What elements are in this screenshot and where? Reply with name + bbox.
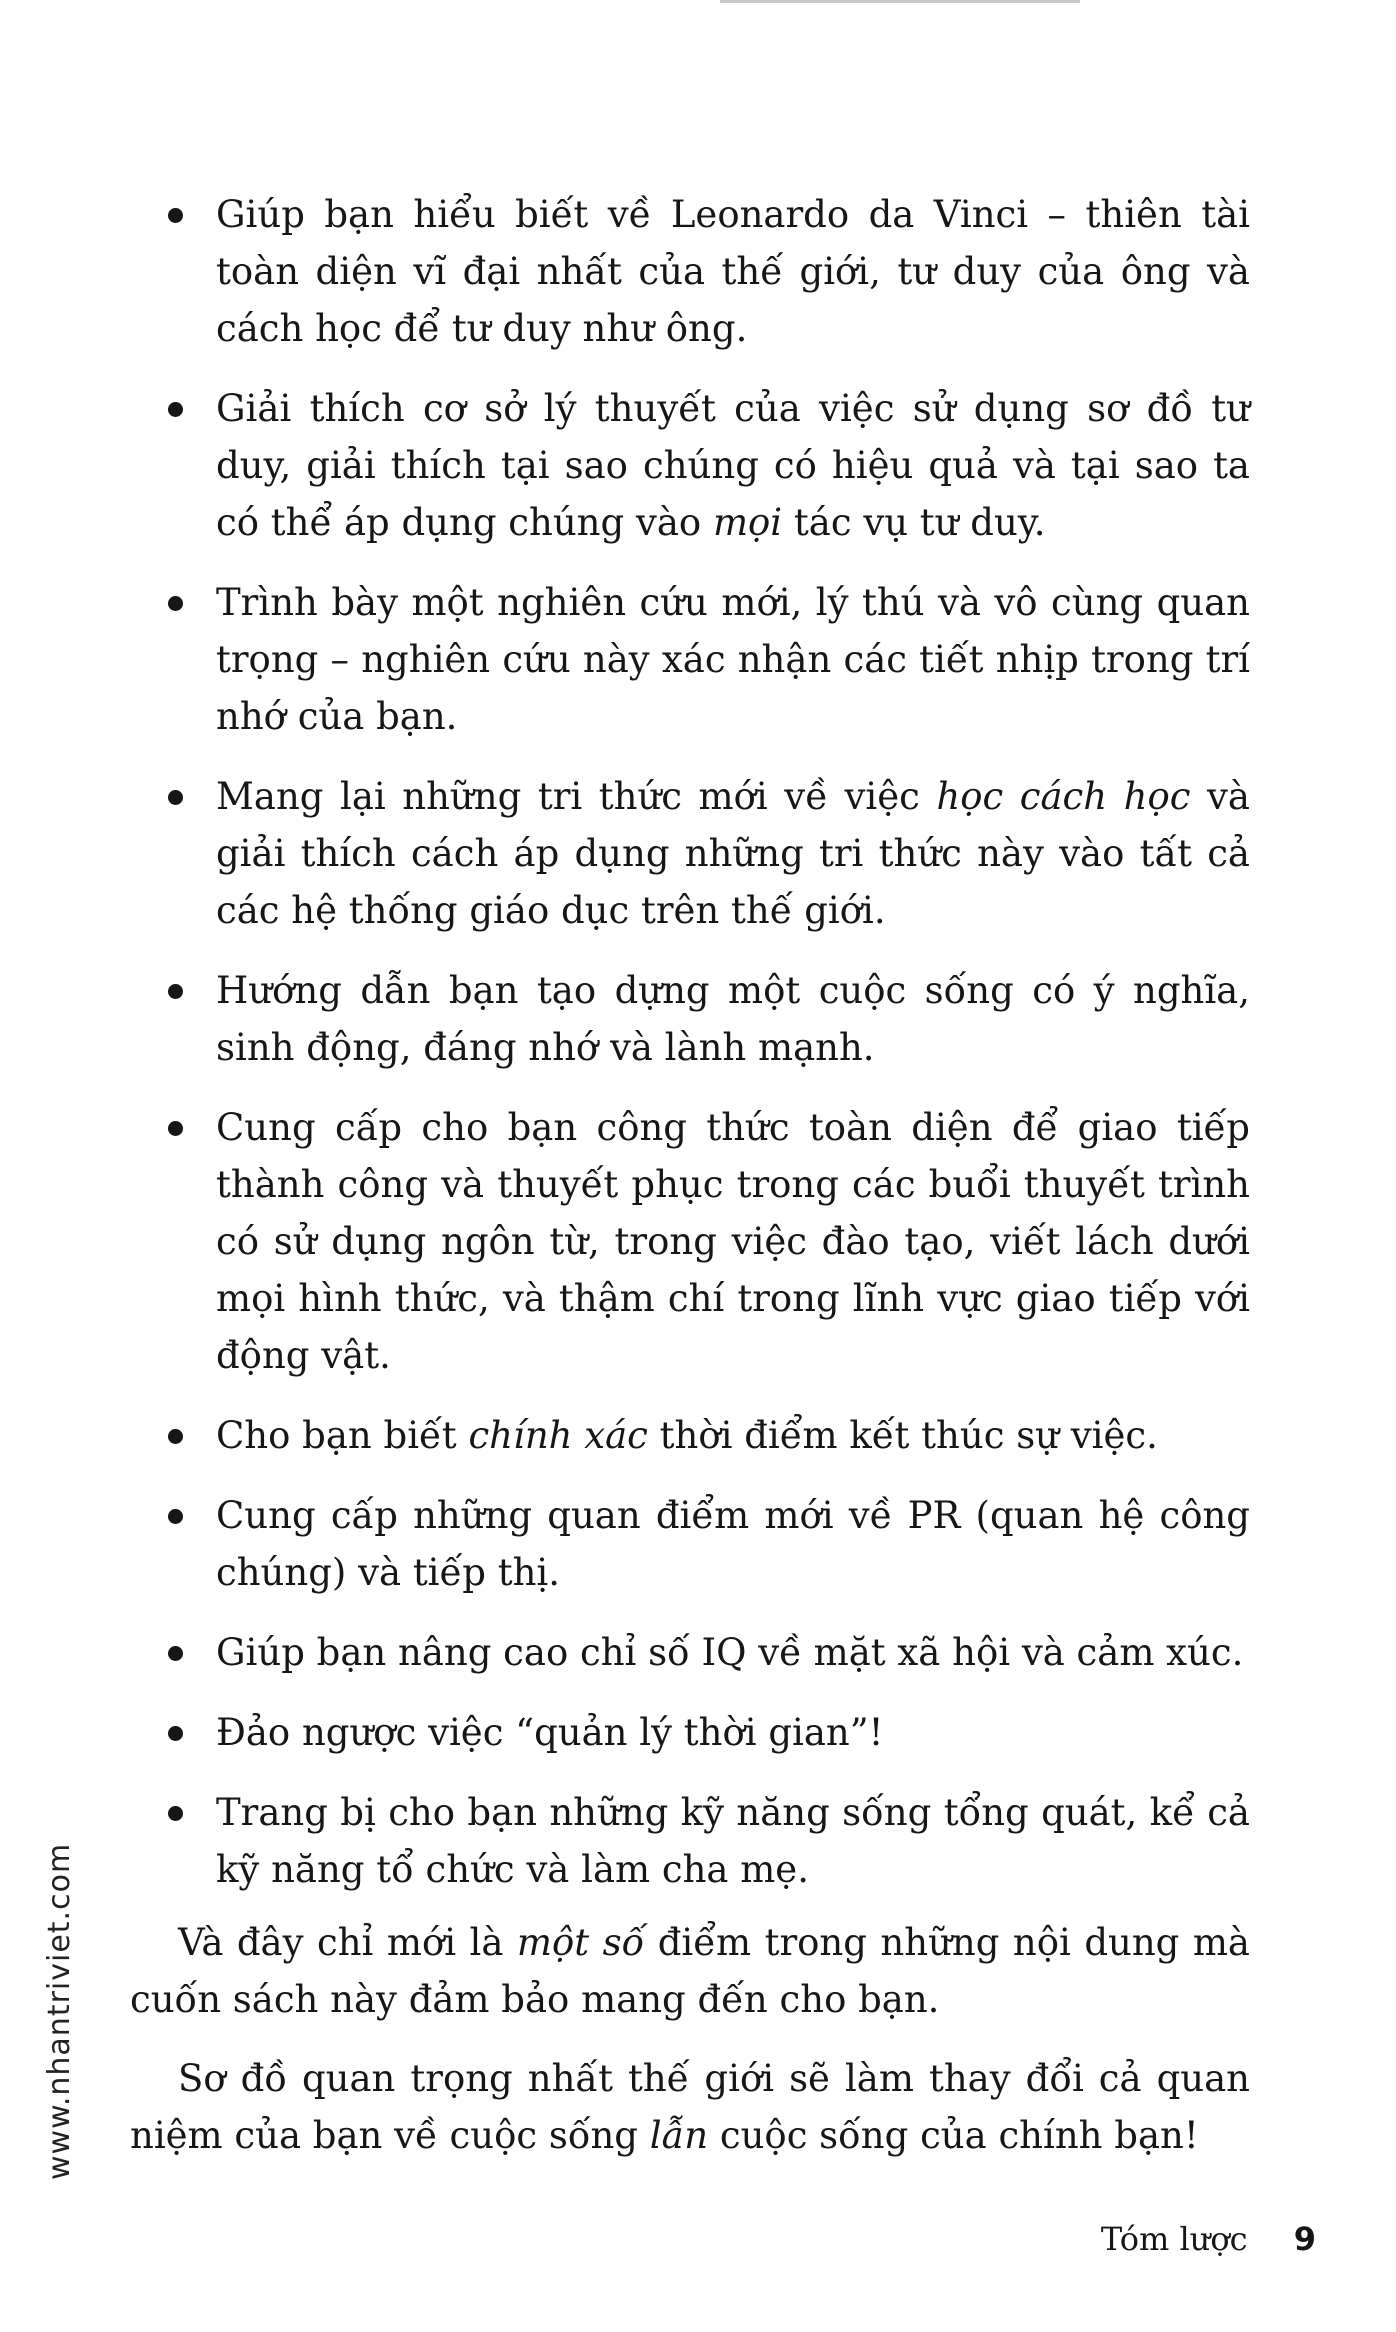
text-run: Hướng dẫn bạn tạo dựng một cuộc sống có ý nghĩa, sinh động, đáng nhớ và lành mạnh. bbox=[216, 969, 1250, 1069]
text-run: và giải thích cách áp dụng những tri thức này vào tất cả các hệ thống giáo dục trên thế giới. bbox=[216, 775, 1250, 932]
bullet-dot-icon bbox=[168, 596, 183, 611]
bullet-item bbox=[160, 768, 1250, 939]
publisher-url: www.nhantriviet.com bbox=[42, 1842, 77, 2180]
bullet-item bbox=[160, 1624, 1250, 1681]
bullet-list bbox=[160, 186, 1250, 1921]
text-run: tác vụ tư duy. bbox=[782, 501, 1046, 544]
bullet-item bbox=[160, 1704, 1250, 1761]
bullet-dot-icon bbox=[168, 1429, 183, 1444]
bullet-item bbox=[160, 574, 1250, 745]
text-run: cuộc sống của chính bạn! bbox=[708, 2114, 1199, 2157]
page-footer bbox=[1101, 2220, 1316, 2258]
text-run: Giải thích cơ sở lý thuyết của việc sử dụng sơ đồ tư duy, giải thích tại sao chúng có hiệu quả và tại sao ta có thể áp dụng chúng vào bbox=[216, 387, 1250, 544]
bullet-item bbox=[160, 962, 1250, 1076]
text-run: điểm trong những nội dung mà cuốn sách này đảm bảo mang đến cho bạn. bbox=[130, 1921, 1250, 2021]
bullet-item bbox=[160, 1487, 1250, 1601]
bullet-item bbox=[160, 1784, 1250, 1898]
text-run: Giúp bạn nâng cao chỉ số IQ về mặt xã hội và cảm xúc. bbox=[216, 1631, 1244, 1674]
bullet-dot-icon bbox=[168, 984, 183, 999]
text-run: Và đây chỉ mới là bbox=[178, 1921, 517, 1964]
bullet-dot-icon bbox=[168, 1121, 183, 1136]
text-run: Trang bị cho bạn những kỹ năng sống tổng quát, kể cả kỹ năng tổ chức và làm cha mẹ. bbox=[216, 1791, 1250, 1891]
paragraph-text bbox=[130, 1921, 1250, 2021]
text-run: Cung cấp những quan điểm mới về PR (quan hệ công chúng) và tiếp thị. bbox=[216, 1494, 1250, 1594]
emphasized-text: chính xác bbox=[468, 1414, 648, 1457]
bullet-dot-icon bbox=[168, 208, 183, 223]
bullet-dot-icon bbox=[168, 1646, 183, 1661]
section-title: Tóm lược bbox=[1100, 2220, 1248, 2258]
bullet-dot-icon bbox=[168, 790, 183, 805]
emphasized-text: lẫn bbox=[649, 2114, 709, 2157]
page-number: 9 bbox=[1293, 2220, 1316, 2258]
text-run: thời điểm kết thúc sự việc. bbox=[647, 1414, 1158, 1457]
bullet-dot-icon bbox=[168, 1509, 183, 1524]
bullet-item bbox=[160, 1407, 1250, 1464]
text-run: Giúp bạn hiểu biết về Leonardo da Vinci – thiên tài toàn diện vĩ đại nhất của thế giới, tư duy của ông và cách học để tư duy như ông. bbox=[216, 193, 1250, 350]
summary-paragraph bbox=[130, 1914, 1250, 2028]
closing-paragraph bbox=[130, 2050, 1250, 2164]
bullet-item bbox=[160, 380, 1250, 551]
bullet-item bbox=[160, 186, 1250, 357]
top-divider bbox=[720, 0, 1080, 3]
text-run: Cho bạn biết bbox=[216, 1414, 469, 1457]
bullet-dot-icon bbox=[168, 1726, 183, 1741]
text-run: Đảo ngược việc “quản lý thời gian”! bbox=[216, 1711, 884, 1754]
text-run: Mang lại những tri thức mới về việc bbox=[216, 775, 937, 818]
bullet-dot-icon bbox=[168, 1806, 183, 1821]
text-run: Cung cấp cho bạn công thức toàn diện để giao tiếp thành công và thuyết phục trong các buổi thuyết trình có sử dụng ngôn từ, trong việc đào tạo, viết lách dưới mọi hình thức, và thậm chí trong lĩnh vực giao tiếp với động vật. bbox=[216, 1106, 1250, 1377]
paragraph-text bbox=[130, 2057, 1250, 2157]
bullet-item bbox=[160, 1099, 1250, 1384]
text-run: Trình bày một nghiên cứu mới, lý thú và vô cùng quan trọng – nghiên cứu này xác nhận các tiết nhịp trong trí nhớ của bạn. bbox=[216, 581, 1250, 738]
emphasized-text: một số bbox=[516, 1921, 645, 1964]
emphasized-text: học cách học bbox=[936, 775, 1191, 818]
emphasized-text: mọi bbox=[712, 501, 783, 544]
text-run: Sơ đồ quan trọng nhất thế giới sẽ làm thay đổi cả quan niệm của bạn về cuộc sống bbox=[130, 2057, 1250, 2157]
bullet-dot-icon bbox=[168, 402, 183, 417]
